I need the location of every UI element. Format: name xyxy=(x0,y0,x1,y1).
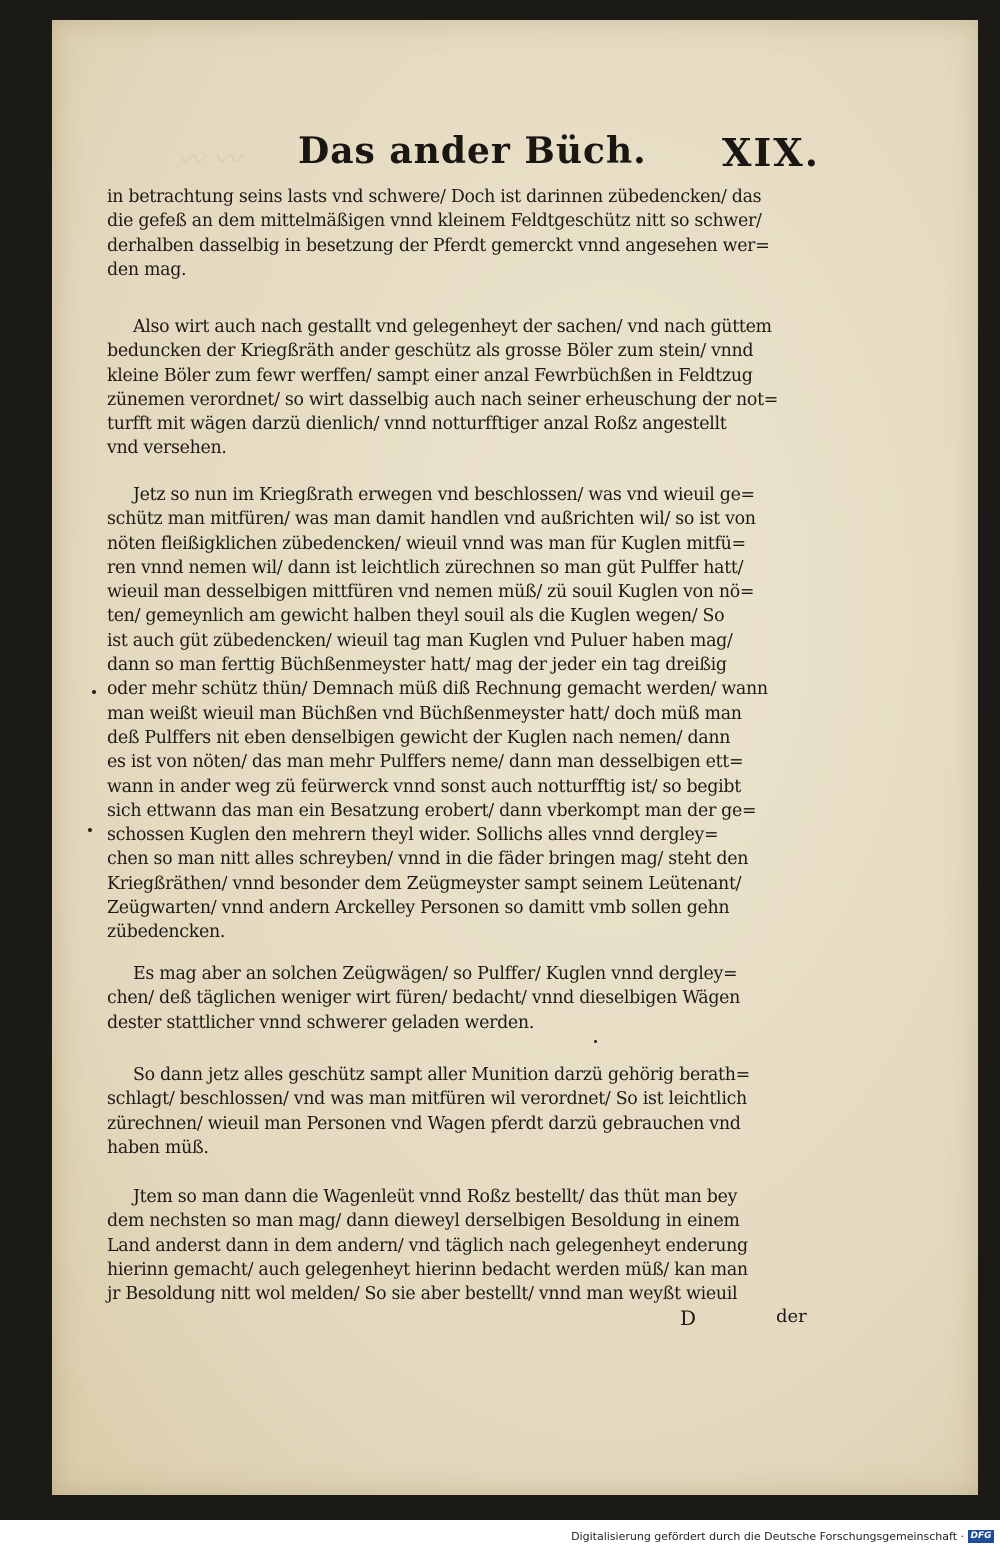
text-line: schlagt/ beschlossen/ vnd was man mitfüren wil verordnet/ So ist leichtlich xyxy=(107,1089,747,1110)
text-line: sich ettwann das man ein Besatzung erobert/ dann vberkompt man der ge= xyxy=(107,800,757,821)
text-line: turfft mit wägen darzü dienlich/ vnnd notturfftiger anzal Roßz angestellt xyxy=(107,414,727,435)
text-line: Land anderst dann in dem andern/ vnd täglich nach gelegenheyt enderung xyxy=(107,1235,748,1256)
text-line: Jtem so man dann die Wagenleüt vnnd Roßz bestellt/ das thüt man bey xyxy=(133,1187,738,1207)
ink-speck xyxy=(88,828,92,832)
paragraph-1 xyxy=(107,185,827,282)
text-line: kleine Böler zum fewr werffen/ sampt einer anzal Fewrbüchßen in Feldtzug xyxy=(107,365,753,386)
paragraph-6 xyxy=(107,1185,827,1306)
text-line: vnd versehen. xyxy=(107,438,227,459)
paragraph-5 xyxy=(107,1063,827,1160)
text-line: zürechnen/ wieuil man Personen vnd Wagen pferdt darzü gebrauchen vnd xyxy=(107,1113,741,1134)
text-line: haben müß. xyxy=(107,1137,209,1158)
text-line: in betrachtung seins lasts vnd schwere/ Doch ist darinnen zübedencken/ das xyxy=(107,187,762,207)
text-line: derhalben dasselbig in besetzung der Pferdt gemerckt vnnd angesehen wer= xyxy=(107,235,770,256)
text-line: jr Besoldung nitt wol melden/ So sie aber bestellt/ vnnd man weyßt wieuil xyxy=(107,1284,738,1305)
paragraph-2 xyxy=(107,315,827,461)
text-line: deß Pulffers nit eben denselbigen gewicht der Kuglen nach nemen/ dann xyxy=(107,727,731,748)
text-line: ten/ gemeynlich am gewicht halben theyl souil als die Kuglen wegen/ So xyxy=(107,606,725,627)
text-line: chen/ deß täglichen weniger wirt füren/ bedacht/ vnnd dieselbigen Wägen xyxy=(107,988,741,1009)
text-line: Jetz so nun im Kriegßrath erwegen vnd beschlossen/ was vnd wieuil ge= xyxy=(133,485,755,505)
dfg-logo[interactable]: DFG xyxy=(968,1530,994,1543)
text-line: schossen Kuglen den mehrern theyl wider. Sollichs alles vnnd dergley= xyxy=(107,825,719,846)
folio-number: XIX. xyxy=(722,130,820,175)
paragraph-4 xyxy=(107,962,827,1035)
text-line: es ist von nöten/ das man mehr Pulffers neme/ dann man desselbigen ett= xyxy=(107,752,744,773)
text-line: nöten fleißigklichen zübedencken/ wieuil vnnd was man für Kuglen mitfü= xyxy=(107,533,746,554)
text-line: Zeügwarten/ vnnd andern Arckelley Personen so damitt vmb sollen gehn xyxy=(107,898,730,919)
text-line: zünemen verordnet/ so wirt dasselbig auch nach seiner erheuschung der not= xyxy=(107,389,779,410)
text-line: chen so man nitt alles schreyben/ vnnd in die fäder bringen mag/ steht den xyxy=(107,849,749,870)
text-line: zübedencken. xyxy=(107,922,226,943)
text-line: wieuil man desselbigen mittfüren vnd nemen müß/ zü souil Kuglen von nö= xyxy=(107,582,755,603)
text-line: die gefeß an dem mittelmäßigen vnnd kleinem Feldtgeschütz nitt so schwer/ xyxy=(107,211,762,232)
text-line: dann so man ferttig Büchßenmeyster hatt/ mag der jeder ein tag dreißig xyxy=(107,655,727,676)
signature-mark: D xyxy=(680,1306,697,1330)
running-title: Das ander Büch. xyxy=(298,130,647,172)
text-line: dem nechsten so man mag/ dann dieweyl derselbigen Besoldung in einem xyxy=(107,1211,740,1232)
text-line: ren vnnd nemen wil/ dann ist leichtlich zürechnen so man güt Pulffer hatt/ xyxy=(107,557,744,578)
text-line: Es mag aber an solchen Zeügwägen/ so Pulffer/ Kuglen vnnd dergley= xyxy=(133,964,738,984)
paragraph-3 xyxy=(107,483,827,945)
show-through-text: 〰︎ 〰︎ xyxy=(176,143,241,176)
text-line: Also wirt auch nach gestallt vnd gelegenheyt der sachen/ vnd nach güttem xyxy=(133,317,772,337)
text-line: man weißt wieuil man Büchßen vnd Büchßenmeyster hatt/ doch müß man xyxy=(107,703,742,724)
text-line: hierinn gemacht/ auch gelegenheyt hierinn bedacht werden müß/ kan man xyxy=(107,1259,748,1280)
text-line: dester stattlicher vnnd schwerer geladen werden. xyxy=(107,1012,535,1033)
text-line: Kriegßräthen/ vnnd besonder dem Zeügmeyster sampt seinem Leütenant/ xyxy=(107,873,742,894)
catchword: der xyxy=(776,1306,807,1327)
text-line: oder mehr schütz thün/ Demnach müß diß Rechnung gemacht werden/ wann xyxy=(107,679,768,700)
ink-speck xyxy=(92,690,96,694)
text-line: wann in ander weg zü feürwerck vnnd sonst auch notturfftig ist/ so begibt xyxy=(107,776,741,797)
funding-credit: Digitalisierung gefördert durch die Deutsche Forschungsgemeinschaft · xyxy=(571,1530,964,1543)
text-line: den mag. xyxy=(107,259,187,280)
text-line: ist auch güt zübedencken/ wieuil tag man Kuglen vnd Puluer haben mag/ xyxy=(107,630,733,651)
text-line: beduncken der Kriegßräth ander geschütz als grosse Böler zum stein/ vnnd xyxy=(107,341,754,362)
text-line: So dann jetz alles geschütz sampt aller Munition darzü gehörig berath= xyxy=(133,1065,750,1085)
text-line: schütz man mitfüren/ was man damit handlen vnd außrichten wil/ so ist von xyxy=(107,509,756,530)
ink-speck xyxy=(594,1040,597,1043)
